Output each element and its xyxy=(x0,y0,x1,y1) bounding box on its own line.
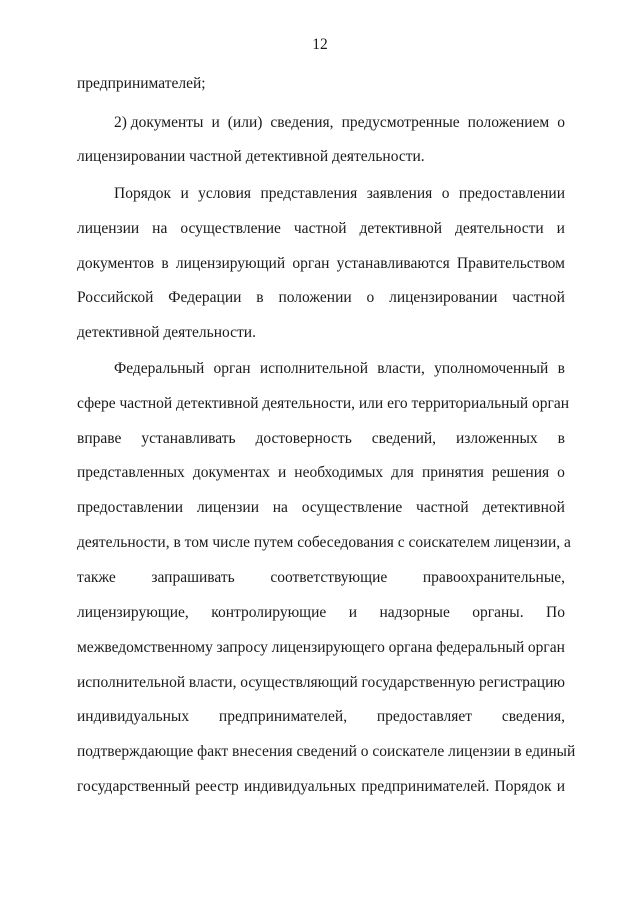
text-word: власти, xyxy=(377,360,425,377)
text-word: достоверность xyxy=(255,430,352,447)
text-word: и xyxy=(556,778,565,795)
text-word: частной xyxy=(512,289,565,306)
text-word: о xyxy=(557,464,565,481)
text-word: в xyxy=(161,255,169,272)
text-line xyxy=(77,429,565,449)
text-word: предоставляет xyxy=(376,708,472,725)
text-line xyxy=(114,113,565,133)
text-word: заявления xyxy=(366,185,433,202)
text-line xyxy=(114,184,565,204)
text-word: и xyxy=(348,604,358,621)
text-word: сфере частной детективной деятельности, или его территориальный орган xyxy=(77,395,570,412)
text-word: государственную xyxy=(361,674,476,691)
text-word: положением xyxy=(467,114,550,131)
text-line xyxy=(77,673,565,693)
text-line xyxy=(77,394,570,414)
text-word: межведомственному xyxy=(77,639,213,656)
text-word: деятельности xyxy=(454,220,544,237)
text-word: изложенных xyxy=(456,430,538,447)
text-word: документов xyxy=(77,255,155,272)
text-line xyxy=(77,777,565,797)
text-word: федеральный xyxy=(436,639,525,656)
text-word: регистрацию xyxy=(479,674,565,691)
text-word: орган xyxy=(527,639,565,656)
text-word: орган xyxy=(292,255,330,272)
text-word: органы. xyxy=(472,604,524,621)
text-word: о xyxy=(557,114,565,131)
text-word: предпринимателей, xyxy=(218,708,348,725)
text-word: осуществление xyxy=(180,220,281,237)
text-word: принятия xyxy=(421,464,484,481)
text-line xyxy=(77,74,565,94)
text-line xyxy=(114,359,565,379)
text-word: для xyxy=(391,464,414,481)
text-word: индивидуальных xyxy=(243,778,357,795)
text-line xyxy=(77,463,565,483)
text-word: и xyxy=(180,185,189,202)
text-word: Федерации xyxy=(168,289,242,306)
text-word: предусмотренные xyxy=(341,114,460,131)
text-line xyxy=(77,498,565,518)
text-word: вправе xyxy=(77,430,122,447)
text-word: необходимых xyxy=(294,464,384,481)
text-line xyxy=(77,533,571,553)
text-word: контролирующие xyxy=(211,604,327,621)
text-line xyxy=(77,603,565,623)
text-word: Правительством xyxy=(456,255,565,272)
text-word: (или) xyxy=(227,114,263,131)
text-word: положении xyxy=(278,289,352,306)
page-number: 12 xyxy=(312,36,328,53)
text-line xyxy=(77,147,565,167)
text-word: частной xyxy=(416,499,469,516)
text-word: исполнительной xyxy=(77,674,186,691)
text-word: лицензирующие, xyxy=(77,604,189,621)
text-word: и xyxy=(277,464,287,481)
text-word: запросу xyxy=(216,639,268,656)
text-line xyxy=(77,219,565,239)
text-word: представления xyxy=(260,185,358,202)
text-word: на xyxy=(152,220,168,237)
text-word: устанавливаются xyxy=(336,255,450,272)
text-word: Федеральный xyxy=(114,360,205,377)
text-word: индивидуальных xyxy=(77,708,190,725)
text-word: уполномоченный xyxy=(434,360,549,377)
text-word: детективной xyxy=(482,499,565,516)
text-word: и xyxy=(556,220,565,237)
text-word: детективной деятельности. xyxy=(77,324,256,341)
text-word: подтверждающие факт внесения сведений о соискателе лицензии в единый xyxy=(77,743,576,760)
text-word: осуществляющий xyxy=(240,674,358,691)
text-word: условия xyxy=(198,185,252,202)
text-line xyxy=(77,742,576,762)
text-word: По xyxy=(546,604,565,621)
text-word: запрашивать xyxy=(151,569,235,586)
text-word: о xyxy=(366,289,375,306)
text-word: представленных xyxy=(77,464,185,481)
text-word: детективной xyxy=(359,220,442,237)
text-word: власти, xyxy=(188,674,237,691)
text-word: сведений, xyxy=(371,430,437,447)
text-word: сведения, xyxy=(501,708,565,725)
text-word: 2) документы xyxy=(114,114,204,131)
text-word: реестр xyxy=(195,778,239,795)
text-word: в xyxy=(557,430,565,447)
text-word: Порядок xyxy=(114,185,171,202)
text-word: решения xyxy=(491,464,550,481)
text-word: документах xyxy=(192,464,270,481)
text-word: исполнительной xyxy=(259,360,369,377)
text-word: в xyxy=(557,360,565,377)
text-word: лицензировании частной детективной деятельности. xyxy=(77,148,425,165)
text-word: предоставлении xyxy=(77,499,184,516)
text-word: Российской xyxy=(77,289,154,306)
text-word: Порядок xyxy=(494,778,552,795)
text-word: на xyxy=(272,499,288,516)
text-word: о xyxy=(441,185,450,202)
text-line xyxy=(77,638,565,658)
text-word: в xyxy=(256,289,264,306)
text-word: частной xyxy=(293,220,347,237)
text-word: лицензирующего xyxy=(271,639,385,656)
text-line xyxy=(77,323,565,343)
text-line xyxy=(77,568,565,588)
text-word: сведения, xyxy=(270,114,334,131)
text-word: правоохранительные, xyxy=(422,569,565,586)
text-word: надзорные xyxy=(379,604,450,621)
text-word: предпринимателей. xyxy=(361,778,490,795)
text-word: лицензии xyxy=(77,220,140,237)
text-word: орган xyxy=(213,360,251,377)
text-word: лицензировании xyxy=(389,289,498,306)
text-word: предоставлении xyxy=(458,185,565,202)
text-word: органа xyxy=(388,639,433,656)
text-word: осуществление xyxy=(301,499,403,516)
text-word: соответствующие xyxy=(270,569,388,586)
text-line xyxy=(77,707,565,727)
text-word: устанавливать xyxy=(141,430,236,447)
text-word: лицензирующий xyxy=(175,255,286,272)
text-line xyxy=(77,254,565,274)
text-word: деятельности, в том числе путем собеседования с соискателем лицензии, а xyxy=(77,534,571,551)
text-word: и xyxy=(211,114,220,131)
text-word: государственный xyxy=(77,778,191,795)
text-line xyxy=(77,288,565,308)
text-word: также xyxy=(77,569,116,586)
text-word: предпринимателей; xyxy=(77,75,206,92)
text-word: лицензии xyxy=(196,499,260,516)
